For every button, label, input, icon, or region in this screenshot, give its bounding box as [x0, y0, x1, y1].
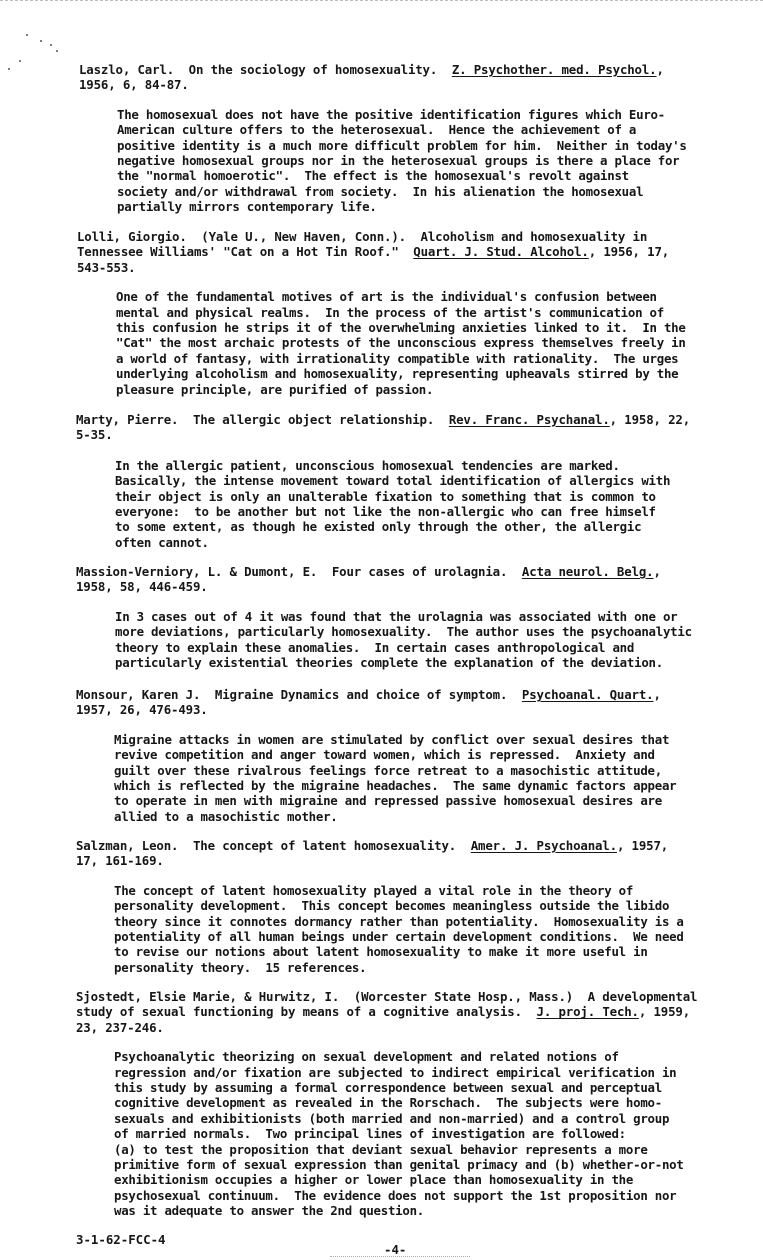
journal-title: J. proj. Tech. — [536, 1004, 639, 1020]
journal-title: Quart. J. Stud. Alcohol. — [413, 244, 589, 260]
entry-monsour — [0, 687, 763, 824]
page-number: -4- — [384, 1242, 407, 1257]
abstract: The homosexual does not have the positive identification figures which Euro- American culture offers to the heterosexual. Hence the achievement of a positive identity is a much more difficult problem for him. Neither in today's negative homosexual groups nor in the heterosexual groups is there a place for the "normal homoerotic". The effect is the homosexual's revolt against society and/or withdrawal from society. In his alienation the homosexual partially mirrors contemporary life. — [117, 106, 687, 215]
abstract: Psychoanalytic theorizing on sexual development and related notions of regression and/or fixation are subjected to indirect empirical verification in this study by assuming a formal correspondence between sexual and perceptual cognitive development as revealed in the Rorschach. The subjects were homo- sexuals and exhibitionists (both married and non-married) and a control group of married normals. Two principal lines of investigation are followed: (a) to test the proposition that deviant sexual behavior represents a more primitive form of sexual expression than genital primacy and (b) whether-or-not exhibitionism occupies a higher or lower place than homosexuality in the psychosexual continuum. The evidence does not support the 1st proposition nor was it adequate to answer the 2nd question. — [114, 1049, 684, 1219]
abstract: Migraine attacks in women are stimulated by conflict over sexual desires that revive competition and anger toward women, which is repressed. Anxiety and guilt over these rivalrous feelings force retreat to a masochistic attitude, which is reflected by the migraine headaches. The same dynamic factors appear to operate in men with migraine and repressed passive homosexual desires are allied to a masochistic mother. — [114, 731, 677, 824]
bottom-rule — [330, 1256, 470, 1257]
abstract: In the allergic patient, unconscious homosexual tendencies are marked. Basically, the intense movement toward total identification of allergics with their object is only an unalterable fixation to something that is common to everyone: to be another but not like the non-allergic who can free himself to some extent, as though he existed only through the other, the allergic often cannot. — [115, 457, 671, 550]
abstract: In 3 cases out of 4 it was found that the urolagnia was associated with one or more deviations, particularly homosexuality. The author uses the psychoanalytic theory to explain these anomalies. In certain cases anthropological and particularly existential theories complete the explanation of the deviation. — [115, 608, 692, 671]
citation: Massion-Verniory, L. & Dumont, E. Four cases of urolagnia. Acta neurol. Belg., 1958, 58, 446-459. — [76, 564, 661, 595]
document-code: 3-1-62-FCC-4 — [76, 1232, 166, 1247]
citation: Salzman, Leon. The concept of latent homosexuality. Amer. J. Psychoanal., 1957, 17, 161-169. — [76, 838, 669, 869]
journal-title: Psychoanal. Quart. — [521, 687, 654, 702]
journal-title: Z. Psychother. med. Psychol. — [451, 62, 657, 77]
journal-title: Rev. Franc. Psychanal. — [448, 412, 610, 427]
entry-salzman — [0, 838, 763, 975]
citation: Lolli, Giorgio. (Yale U., New Haven, Conn.). Alcoholism and homosexuality in Tennessee Williams' "Cat on a Hot Tin Roof." Quart. J. Stud. Alcohol., 1956, 17, 543-553. — [77, 229, 670, 275]
citation: Monsour, Karen J. Migraine Dynamics and choice of symptom. Psychoanal. Quart., 1957, 26, 476-493. — [76, 687, 661, 718]
journal-title: Amer. J. Psychoanal. — [470, 838, 617, 853]
abstract: One of the fundamental motives of art is the individual's confusion between mental and physical realms. In the process of the artist's communication of this confusion he strips it of the overwhelming anxieties linked to it. In the "Cat" the most archaic protests of the unconscious express themselves freely in a world of fantasy, with irrationality compatible with rationality. The urges underlying alcoholism and homosexuality, representing upheavals stirred by the pleasure principle, are purified of passion. — [116, 289, 686, 397]
citation: Laszlo, Carl. On the sociology of homosexuality. Z. Psychother. med. Psychol., 1956, 6, 84-87. — [79, 62, 664, 93]
citation: Marty, Pierre. The allergic object relationship. Rev. Franc. Psychanal., 1958, 22, 5-35. — [76, 412, 691, 443]
entry-sjostedt — [0, 989, 763, 1219]
abstract: The concept of latent homosexuality played a vital role in the theory of personality development. This concept becomes meaningless outside the libido theory since it connotes dormancy rather than potentiality. Homosexuality is a potentiality of all human beings under certain development conditions. We need to revise our notions about latent homosexuality to make it more useful in personality theory. 15 references. — [114, 882, 684, 975]
entry-marty — [0, 412, 763, 550]
entry-massion-verniory — [0, 564, 763, 670]
entry-lolli — [0, 229, 763, 397]
citation: Sjostedt, Elsie Marie, & Hurwitz, I. (Worcester State Hosp., Mass.) A developmental study of sexual functioning by means of a cognitive analysis. J. proj. Tech., 1959, 23, 237-246. — [76, 989, 698, 1035]
journal-title: Acta neurol. Belg. — [521, 564, 654, 579]
entry-laszlo — [0, 62, 763, 215]
